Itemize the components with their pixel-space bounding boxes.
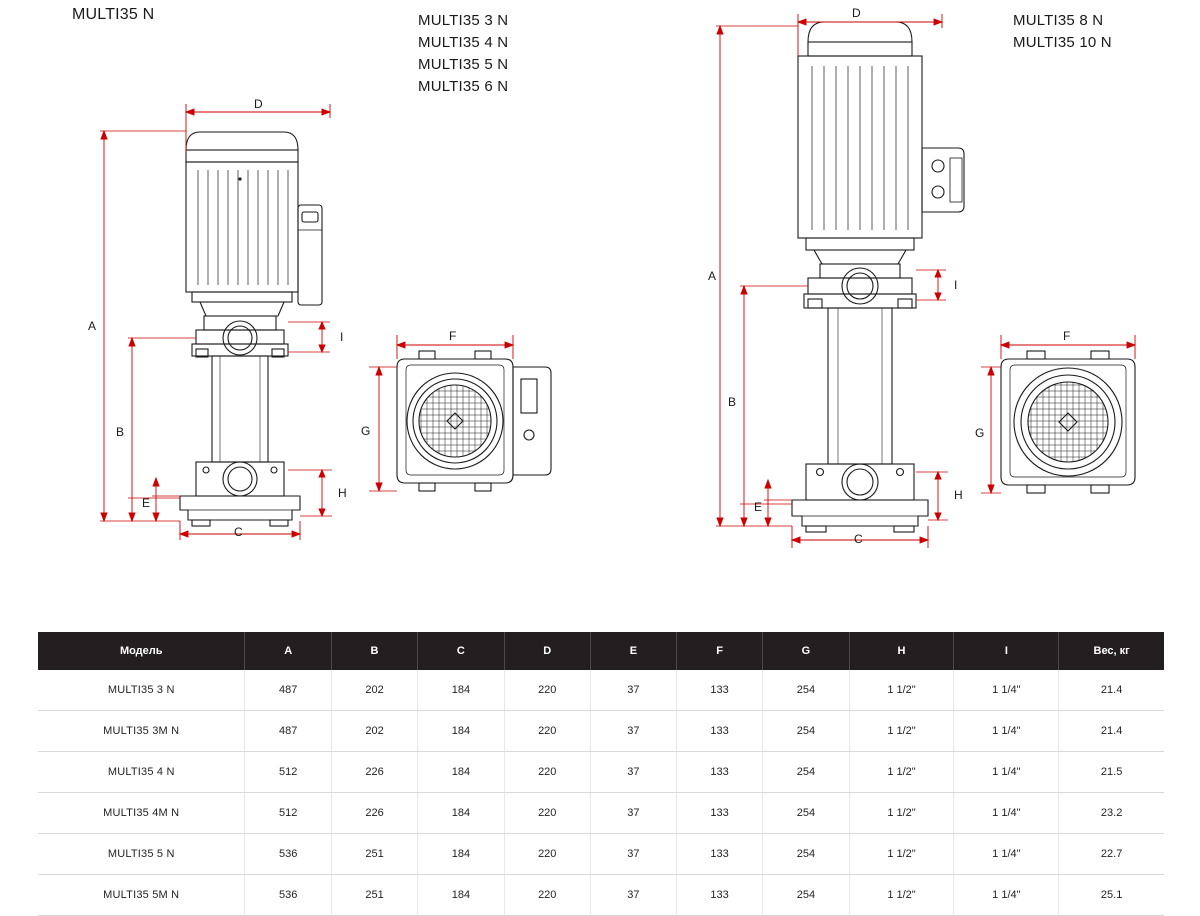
dim-label-C: C: [234, 525, 243, 539]
cell-d: 220: [504, 670, 590, 711]
cell-g: 254: [763, 711, 849, 752]
cell-a: 487: [245, 670, 331, 711]
cell-g: 254: [763, 670, 849, 711]
cell-model: MULTI35 5 N: [38, 834, 245, 875]
cell-g: 254: [763, 834, 849, 875]
cell-h: 1 1/2": [849, 670, 954, 711]
cell-c: 184: [418, 875, 504, 916]
cell-c: 184: [418, 711, 504, 752]
cell-weight: 25.1: [1059, 875, 1164, 916]
cell-e: 37: [590, 793, 676, 834]
dim-label-G: G: [361, 424, 371, 438]
table-header-weight: Вес, кг: [1059, 632, 1164, 670]
dim-label-H: H: [954, 488, 963, 502]
dim-label-A: A: [88, 319, 97, 333]
table-header-b: B: [331, 632, 417, 670]
cell-g: 254: [763, 793, 849, 834]
cell-f: 133: [676, 875, 762, 916]
model-label: MULTI35 5 N: [418, 56, 509, 73]
cell-weight: 23.2: [1059, 793, 1164, 834]
cell-model: MULTI35 3M N: [38, 711, 245, 752]
cell-model: MULTI35 4 N: [38, 752, 245, 793]
table-header-h: H: [849, 632, 954, 670]
model-label: MULTI35 10 N: [1013, 34, 1112, 51]
cell-f: 133: [676, 711, 762, 752]
dim-label-E: E: [754, 500, 763, 514]
cell-i: 1 1/4": [954, 793, 1059, 834]
cell-g: 254: [763, 875, 849, 916]
cell-i: 1 1/4": [954, 752, 1059, 793]
table-header-f: F: [676, 632, 762, 670]
table-row: [38, 875, 1164, 916]
cell-h: 1 1/2": [849, 834, 954, 875]
dim-label-I: I: [340, 330, 344, 344]
cell-c: 184: [418, 793, 504, 834]
model-label: MULTI35 4 N: [418, 34, 509, 51]
cell-i: 1 1/4": [954, 834, 1059, 875]
drawing-right-front-view: [680, 0, 1000, 600]
cell-h: 1 1/2": [849, 875, 954, 916]
table-row: [38, 793, 1164, 834]
table-header-g: G: [763, 632, 849, 670]
dim-label-E: E: [142, 496, 151, 510]
cell-model: MULTI35 4M N: [38, 793, 245, 834]
cell-f: 133: [676, 670, 762, 711]
table-header-c: C: [418, 632, 504, 670]
cell-g: 254: [763, 752, 849, 793]
table-header-d: D: [504, 632, 590, 670]
dim-label-I: I: [954, 278, 958, 292]
cell-f: 133: [676, 834, 762, 875]
cell-a: 512: [245, 752, 331, 793]
dim-label-C: C: [854, 532, 863, 546]
cell-e: 37: [590, 752, 676, 793]
table-header-a: A: [245, 632, 331, 670]
cell-h: 1 1/2": [849, 711, 954, 752]
dim-label-H: H: [338, 486, 347, 500]
dim-label-F: F: [449, 329, 457, 343]
cell-d: 220: [504, 875, 590, 916]
cell-e: 37: [590, 670, 676, 711]
middle-model-list: [418, 10, 508, 98]
dim-label-B: B: [116, 425, 125, 439]
cell-b: 202: [331, 711, 417, 752]
cell-i: 1 1/4": [954, 670, 1059, 711]
cell-b: 251: [331, 834, 417, 875]
dim-label-F: F: [1063, 329, 1071, 343]
table-row: [38, 834, 1164, 875]
cell-b: 226: [331, 793, 417, 834]
cell-f: 133: [676, 793, 762, 834]
cell-e: 37: [590, 711, 676, 752]
cell-d: 220: [504, 793, 590, 834]
table-header-row: [38, 632, 1164, 670]
cell-a: 536: [245, 875, 331, 916]
cell-d: 220: [504, 752, 590, 793]
drawing-right-top-view: [975, 325, 1200, 550]
cell-i: 1 1/4": [954, 875, 1059, 916]
cell-b: 202: [331, 670, 417, 711]
cell-b: 251: [331, 875, 417, 916]
cell-c: 184: [418, 834, 504, 875]
cell-h: 1 1/2": [849, 752, 954, 793]
table-row: [38, 670, 1164, 711]
table-header-e: E: [590, 632, 676, 670]
dim-label-D: D: [254, 97, 263, 111]
cell-weight: 21.5: [1059, 752, 1164, 793]
cell-i: 1 1/4": [954, 711, 1059, 752]
cell-weight: 21.4: [1059, 670, 1164, 711]
cell-a: 487: [245, 711, 331, 752]
cell-a: 536: [245, 834, 331, 875]
cell-c: 184: [418, 752, 504, 793]
model-label: MULTI35 6 N: [418, 78, 509, 95]
cell-model: MULTI35 5M N: [38, 875, 245, 916]
dim-label-D: D: [852, 6, 861, 20]
cell-e: 37: [590, 875, 676, 916]
dim-label-B: B: [728, 395, 737, 409]
cell-weight: 22.7: [1059, 834, 1164, 875]
cell-h: 1 1/2": [849, 793, 954, 834]
dim-label-G: G: [975, 426, 985, 440]
cell-c: 184: [418, 670, 504, 711]
specification-table: [38, 632, 1164, 916]
cell-a: 512: [245, 793, 331, 834]
dim-label-A: A: [708, 269, 717, 283]
cell-e: 37: [590, 834, 676, 875]
right-model-list: [1013, 10, 1112, 54]
cell-f: 133: [676, 752, 762, 793]
table-header-model: Модель: [38, 632, 245, 670]
cell-d: 220: [504, 711, 590, 752]
table-row: [38, 711, 1164, 752]
table-row: [38, 752, 1164, 793]
cell-weight: 21.4: [1059, 711, 1164, 752]
cell-model: MULTI35 3 N: [38, 670, 245, 711]
drawing-left-top-view: [355, 325, 605, 550]
cell-b: 226: [331, 752, 417, 793]
model-label: MULTI35 3 N: [418, 12, 509, 29]
table-header-i: I: [954, 632, 1059, 670]
page-title: MULTI35 N: [72, 6, 155, 23]
drawing-left-front-view: [0, 0, 360, 600]
cell-d: 220: [504, 834, 590, 875]
model-label: MULTI35 8 N: [1013, 12, 1104, 29]
